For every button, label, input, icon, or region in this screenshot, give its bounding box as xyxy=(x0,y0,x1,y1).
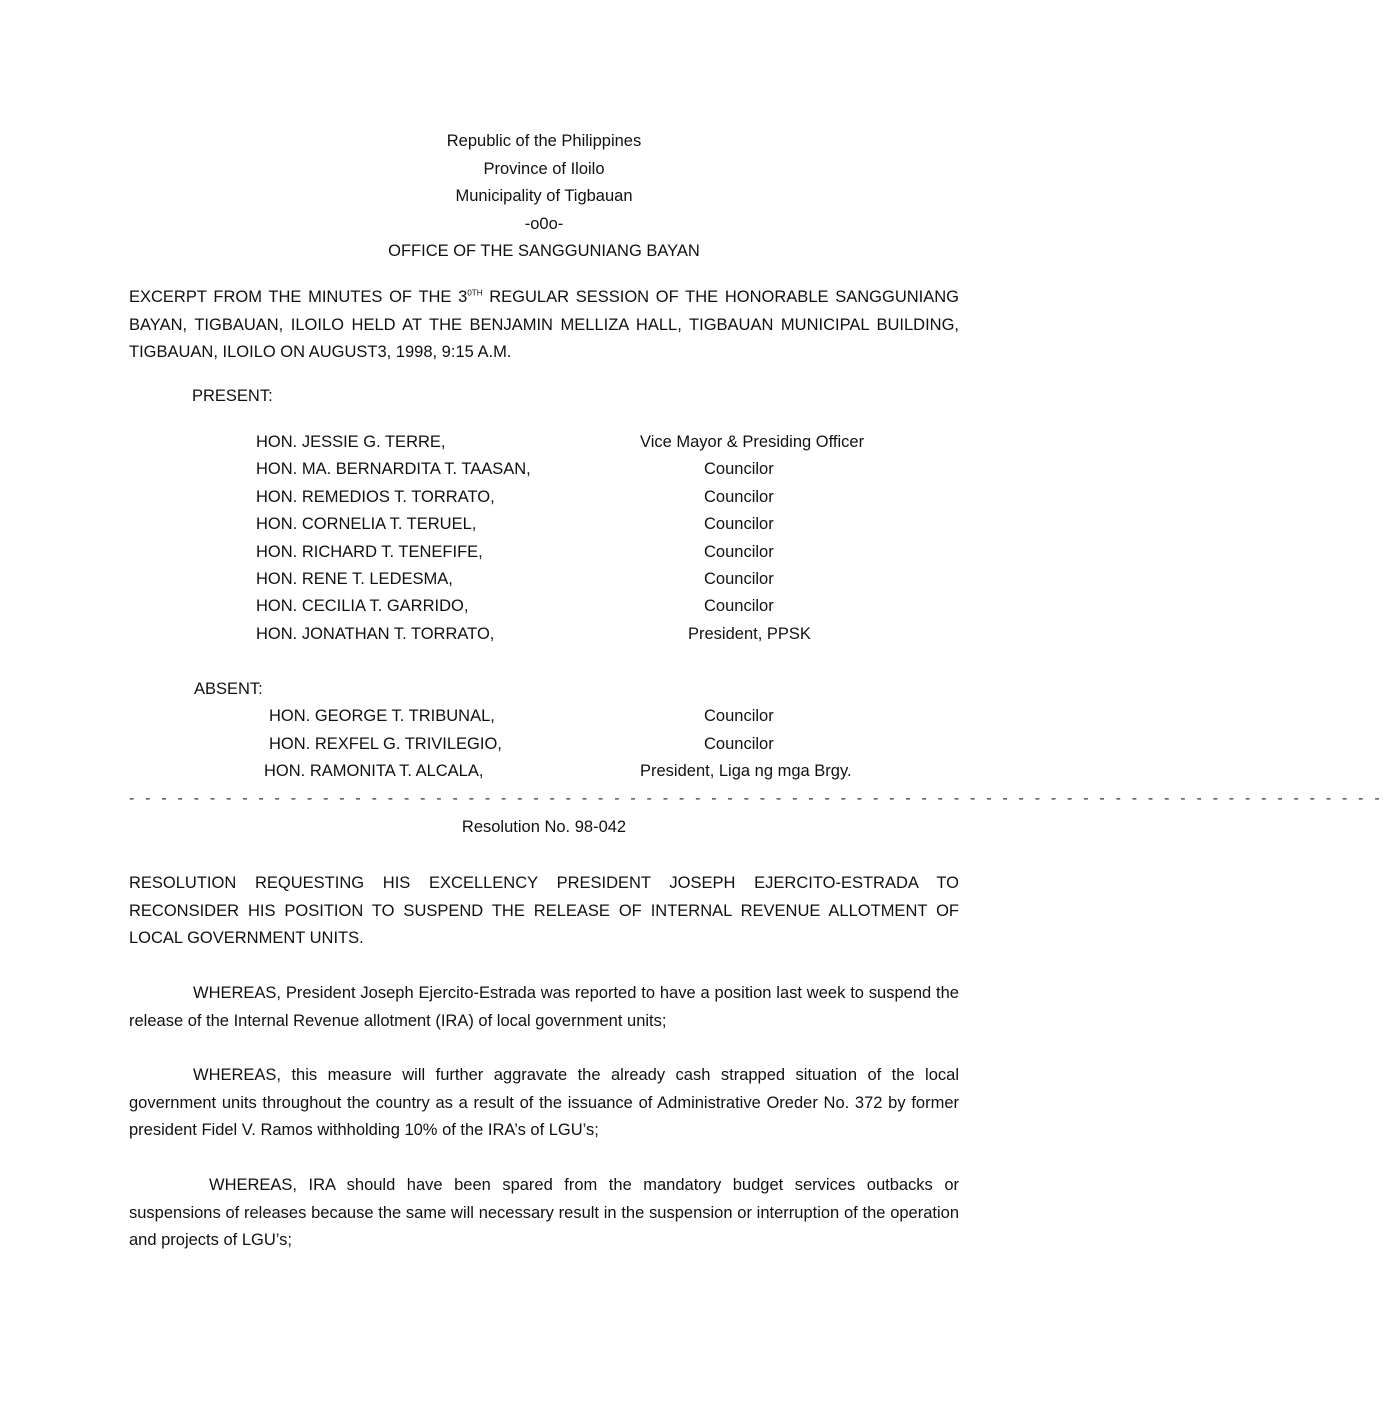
header-office: OFFICE OF THE SANGGUNIANG BAYAN xyxy=(388,242,700,260)
header-province: Province of Iloilo xyxy=(483,160,605,178)
present-role: Councilor xyxy=(704,597,774,615)
absent-role: Councilor xyxy=(704,735,774,753)
present-role: Councilor xyxy=(704,460,774,478)
present-role: Councilor xyxy=(704,570,774,588)
absent-name: HON. RAMONITA T. ALCALA, xyxy=(264,762,484,780)
absent-label: ABSENT: xyxy=(194,680,263,698)
header-ornament: -o0o- xyxy=(524,215,564,233)
dashed-divider: - - - - - - - - - - - - - - - - - - - - - - - - - - - - - - - - - - - - - - - - - - - - - - - - - - - - - - - - - - - - - - - - - - - - - - - - - - - - - - xyxy=(129,790,1383,807)
present-role: Councilor xyxy=(704,543,774,561)
present-name: HON. JESSIE G. TERRE, xyxy=(256,433,446,451)
absent-role: President, Liga ng mga Brgy. xyxy=(640,762,852,780)
absent-name: HON. REXFEL G. TRIVILEGIO, xyxy=(269,735,502,753)
present-name: HON. MA. BERNARDITA T. TAASAN, xyxy=(256,460,531,478)
resolution-number: Resolution No. 98-042 xyxy=(461,818,627,836)
header-republic: Republic of the Philippines xyxy=(446,132,642,150)
present-role: Vice Mayor & Presiding Officer xyxy=(640,433,865,451)
excerpt-sup: 0TH xyxy=(467,288,483,298)
whereas-paragraph: WHEREAS, President Joseph Ejercito-Estrada was reported to have a position last week to suspend the release of the Internal Revenue allotment (IRA) of local government units; xyxy=(129,984,959,1030)
present-name: HON. JONATHAN T. TORRATO, xyxy=(256,625,495,643)
present-role: President, PPSK xyxy=(688,625,811,643)
present-name: HON. CECILIA T. GARRIDO, xyxy=(256,597,469,615)
present-role: Councilor xyxy=(704,488,774,506)
whereas-paragraph: WHEREAS, this measure will further aggravate the already cash strapped situation of the local government units throughout the country as a result of the issuance of Administrative Oreder No. 372 by former president Fidel V. Ramos withholding 10% of the IRA’s of LGU’s; xyxy=(129,1066,959,1139)
present-role: Councilor xyxy=(704,515,774,533)
present-name: HON. RENE T. LEDESMA, xyxy=(256,570,453,588)
header-municipality: Municipality of Tigbauan xyxy=(455,187,633,205)
present-name: HON. REMEDIOS T. TORRATO, xyxy=(256,488,495,506)
absent-name: HON. GEORGE T. TRIBUNAL, xyxy=(269,707,495,725)
excerpt-paragraph xyxy=(129,284,959,367)
present-name: HON. CORNELIA T. TERUEL, xyxy=(256,515,477,533)
excerpt-part1: EXCERPT FROM THE MINUTES OF THE 3 xyxy=(129,288,468,306)
resolution-title: RESOLUTION REQUESTING HIS EXCELLENCY PRESIDENT JOSEPH EJERCITO-ESTRADA TO RECONSIDER HIS POSITION TO SUSPEND THE RELEASE OF INTERNAL REVENUE ALLOTMENT OF LOCAL GOVERNMENT UNITS. xyxy=(129,874,959,947)
whereas-paragraph: WHEREAS, IRA should have been spared from the mandatory budget services outbacks or suspensions of releases because the same will necessary result in the suspension or interruption of the operation and projects of LGU’s; xyxy=(129,1176,959,1249)
excerpt-part2: REGULAR SESSION OF THE HONORABLE SANGGUNIANG BAYAN, TIGBAUAN, ILOILO HELD AT THE BENJAMIN MELLIZA HALL, TIGBAUAN MUNICIPAL BUILDING, TIGBAUAN, ILOILO ON AUGUST3, 1998, 9:15 A.M. xyxy=(129,288,959,361)
present-label: PRESENT: xyxy=(192,387,273,405)
present-name: HON. RICHARD T. TENEFIFE, xyxy=(256,543,483,561)
absent-role: Councilor xyxy=(704,707,774,725)
